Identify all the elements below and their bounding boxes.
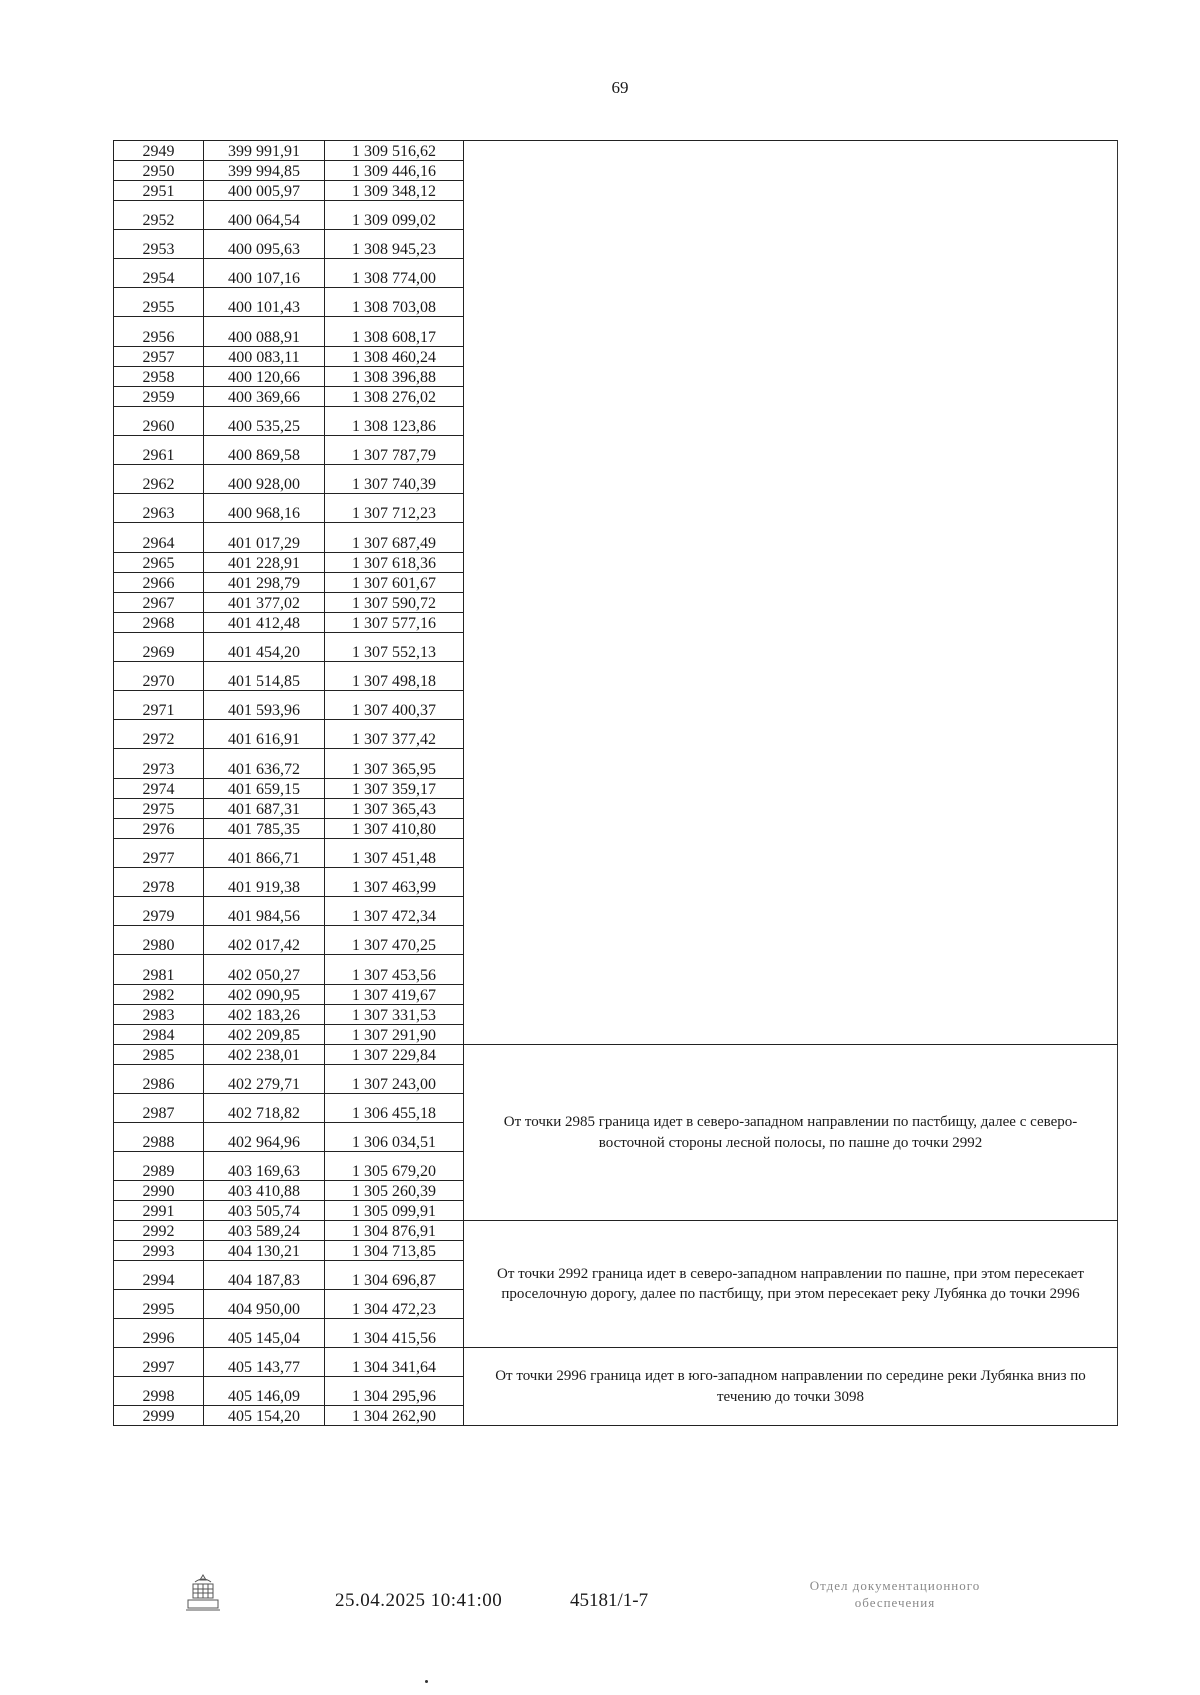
coord-y: 1 305 679,20 [325, 1152, 464, 1181]
coord-x: 400 095,63 [204, 230, 325, 259]
point-number: 2988 [114, 1123, 204, 1152]
point-number: 2970 [114, 662, 204, 691]
coord-y: 1 307 687,49 [325, 523, 464, 553]
coord-y: 1 307 400,37 [325, 691, 464, 720]
coord-y: 1 304 696,87 [325, 1261, 464, 1290]
coord-x: 403 410,88 [204, 1181, 325, 1201]
coord-x: 405 143,77 [204, 1348, 325, 1377]
point-number: 2959 [114, 387, 204, 407]
coord-x: 402 183,26 [204, 1005, 325, 1025]
boundary-description [464, 141, 1118, 1045]
coord-x: 401 616,91 [204, 720, 325, 749]
coord-y: 1 307 451,48 [325, 839, 464, 868]
timestamp: 25.04.2025 10:41:00 [335, 1590, 503, 1611]
point-number: 2954 [114, 259, 204, 288]
coord-x: 402 050,27 [204, 955, 325, 985]
point-number: 2981 [114, 955, 204, 985]
point-number: 2999 [114, 1406, 204, 1426]
point-number: 2977 [114, 839, 204, 868]
stamp-line-1: Отдел документационного [809, 1578, 981, 1593]
coord-y: 1 304 713,85 [325, 1241, 464, 1261]
scan-speck [425, 1680, 428, 1683]
point-number: 2953 [114, 230, 204, 259]
coord-y: 1 304 295,96 [325, 1377, 464, 1406]
point-number: 2996 [114, 1319, 204, 1348]
point-number: 2978 [114, 868, 204, 897]
point-number: 2986 [114, 1065, 204, 1094]
coord-y: 1 307 291,90 [325, 1025, 464, 1045]
point-number: 2976 [114, 819, 204, 839]
point-number: 2961 [114, 436, 204, 465]
point-number: 2998 [114, 1377, 204, 1406]
table-row [114, 1045, 1118, 1065]
document-reference: 45181/1-7 [570, 1590, 649, 1611]
table-row [114, 1221, 1118, 1241]
point-number: 2983 [114, 1005, 204, 1025]
coord-x: 400 005,97 [204, 181, 325, 201]
point-number: 2992 [114, 1221, 204, 1241]
coord-y: 1 307 787,79 [325, 436, 464, 465]
coord-y: 1 307 712,23 [325, 494, 464, 523]
coord-y: 1 308 774,00 [325, 259, 464, 288]
coord-y: 1 308 703,08 [325, 288, 464, 317]
coord-y: 1 304 262,90 [325, 1406, 464, 1426]
point-number: 2989 [114, 1152, 204, 1181]
coord-x: 401 785,35 [204, 819, 325, 839]
point-number: 2962 [114, 465, 204, 494]
coord-x: 404 950,00 [204, 1290, 325, 1319]
point-number: 2990 [114, 1181, 204, 1201]
coord-y: 1 304 876,91 [325, 1221, 464, 1241]
point-number: 2949 [114, 141, 204, 161]
coord-x: 400 535,25 [204, 407, 325, 436]
coord-x: 403 589,24 [204, 1221, 325, 1241]
point-number: 2982 [114, 985, 204, 1005]
coord-x: 403 505,74 [204, 1201, 325, 1221]
coord-x: 402 238,01 [204, 1045, 325, 1065]
coord-x: 400 107,16 [204, 259, 325, 288]
coord-x: 400 064,54 [204, 201, 325, 230]
coord-x: 405 146,09 [204, 1377, 325, 1406]
stamp-line-2: обеспечения [854, 1594, 936, 1610]
department-stamp [745, 1578, 1045, 1612]
point-number: 2956 [114, 317, 204, 347]
coord-y: 1 307 331,53 [325, 1005, 464, 1025]
coord-x: 401 866,71 [204, 839, 325, 868]
coord-y: 1 305 260,39 [325, 1181, 464, 1201]
coord-x: 402 090,95 [204, 985, 325, 1005]
coord-y: 1 307 419,67 [325, 985, 464, 1005]
point-number: 2985 [114, 1045, 204, 1065]
coord-x: 401 636,72 [204, 749, 325, 779]
coord-y: 1 307 463,99 [325, 868, 464, 897]
point-number: 2980 [114, 926, 204, 955]
coord-y: 1 307 229,84 [325, 1045, 464, 1065]
coord-y: 1 308 276,02 [325, 387, 464, 407]
point-number: 2951 [114, 181, 204, 201]
coord-x: 401 298,79 [204, 573, 325, 593]
coord-x: 401 659,15 [204, 779, 325, 799]
coord-x: 403 169,63 [204, 1152, 325, 1181]
emblem-logo [183, 1572, 223, 1614]
point-number: 2994 [114, 1261, 204, 1290]
point-number: 2997 [114, 1348, 204, 1377]
coord-x: 402 279,71 [204, 1065, 325, 1094]
boundary-description: От точки 2992 граница идет в северо-западном направлении по пашне, при этом пересекает проселочную дорогу, далее по пастбищу, при этом пересекает реку Лубянка до точки 2996 [464, 1221, 1118, 1348]
point-number: 2965 [114, 553, 204, 573]
point-number: 2973 [114, 749, 204, 779]
point-number: 2955 [114, 288, 204, 317]
coord-y: 1 308 123,86 [325, 407, 464, 436]
point-number: 2991 [114, 1201, 204, 1221]
point-number: 2987 [114, 1094, 204, 1123]
coord-y: 1 308 460,24 [325, 347, 464, 367]
point-number: 2963 [114, 494, 204, 523]
coord-x: 399 994,85 [204, 161, 325, 181]
coord-x: 402 718,82 [204, 1094, 325, 1123]
coord-x: 401 454,20 [204, 633, 325, 662]
point-number: 2984 [114, 1025, 204, 1045]
coordinates-table [113, 140, 1118, 1426]
coord-x: 400 120,66 [204, 367, 325, 387]
point-number: 2993 [114, 1241, 204, 1261]
coord-x: 400 088,91 [204, 317, 325, 347]
coord-y: 1 304 341,64 [325, 1348, 464, 1377]
coord-x: 400 101,43 [204, 288, 325, 317]
coord-y: 1 306 034,51 [325, 1123, 464, 1152]
coord-y: 1 307 359,17 [325, 779, 464, 799]
coord-y: 1 307 577,16 [325, 613, 464, 633]
coord-x: 401 228,91 [204, 553, 325, 573]
point-number: 2971 [114, 691, 204, 720]
coord-x: 400 928,00 [204, 465, 325, 494]
point-number: 2974 [114, 779, 204, 799]
coord-x: 404 187,83 [204, 1261, 325, 1290]
coord-y: 1 307 601,67 [325, 573, 464, 593]
coord-x: 400 968,16 [204, 494, 325, 523]
coord-x: 401 017,29 [204, 523, 325, 553]
point-number: 2964 [114, 523, 204, 553]
coord-y: 1 308 945,23 [325, 230, 464, 259]
coord-x: 400 369,66 [204, 387, 325, 407]
coord-x: 401 919,38 [204, 868, 325, 897]
boundary-description: От точки 2985 граница идет в северо-западном направлении по пастбищу, далее с северо-восточной стороны лесной полосы, по пашне до точки 2992 [464, 1045, 1118, 1221]
coord-y: 1 307 618,36 [325, 553, 464, 573]
coord-x: 402 017,42 [204, 926, 325, 955]
coord-y: 1 309 516,62 [325, 141, 464, 161]
coord-y: 1 307 472,34 [325, 897, 464, 926]
coord-y: 1 308 608,17 [325, 317, 464, 347]
coord-x: 399 991,91 [204, 141, 325, 161]
coord-x: 401 514,85 [204, 662, 325, 691]
table-row [114, 141, 1118, 161]
table-row [114, 1348, 1118, 1377]
coord-y: 1 307 243,00 [325, 1065, 464, 1094]
point-number: 2975 [114, 799, 204, 819]
coord-y: 1 307 590,72 [325, 593, 464, 613]
point-number: 2960 [114, 407, 204, 436]
coord-x: 401 687,31 [204, 799, 325, 819]
coord-y: 1 306 455,18 [325, 1094, 464, 1123]
point-number: 2958 [114, 367, 204, 387]
boundary-description: От точки 2996 граница идет в юго-западном направлении по середине реки Лубянка вниз по течению до точки 3098 [464, 1348, 1118, 1426]
coord-y: 1 307 498,18 [325, 662, 464, 691]
point-number: 2966 [114, 573, 204, 593]
point-number: 2952 [114, 201, 204, 230]
coord-x: 401 984,56 [204, 897, 325, 926]
coord-y: 1 307 740,39 [325, 465, 464, 494]
point-number: 2957 [114, 347, 204, 367]
coord-x: 400 083,11 [204, 347, 325, 367]
point-number: 2995 [114, 1290, 204, 1319]
coord-y: 1 309 348,12 [325, 181, 464, 201]
coord-y: 1 307 552,13 [325, 633, 464, 662]
coord-y: 1 307 365,95 [325, 749, 464, 779]
coord-x: 402 964,96 [204, 1123, 325, 1152]
coord-x: 401 377,02 [204, 593, 325, 613]
point-number: 2967 [114, 593, 204, 613]
coord-x: 405 145,04 [204, 1319, 325, 1348]
coord-x: 401 412,48 [204, 613, 325, 633]
coord-x: 405 154,20 [204, 1406, 325, 1426]
coord-y: 1 307 377,42 [325, 720, 464, 749]
coord-y: 1 307 410,80 [325, 819, 464, 839]
coord-y: 1 309 099,02 [325, 201, 464, 230]
coord-y: 1 309 446,16 [325, 161, 464, 181]
coord-y: 1 304 472,23 [325, 1290, 464, 1319]
point-number: 2979 [114, 897, 204, 926]
point-number: 2968 [114, 613, 204, 633]
coord-x: 400 869,58 [204, 436, 325, 465]
coord-y: 1 304 415,56 [325, 1319, 464, 1348]
coord-x: 402 209,85 [204, 1025, 325, 1045]
coord-x: 404 130,21 [204, 1241, 325, 1261]
coord-y: 1 305 099,91 [325, 1201, 464, 1221]
coord-y: 1 307 365,43 [325, 799, 464, 819]
coord-y: 1 307 470,25 [325, 926, 464, 955]
page-number: 69 [611, 78, 629, 97]
point-number: 2950 [114, 161, 204, 181]
coord-y: 1 308 396,88 [325, 367, 464, 387]
point-number: 2969 [114, 633, 204, 662]
point-number: 2972 [114, 720, 204, 749]
coord-x: 401 593,96 [204, 691, 325, 720]
coord-y: 1 307 453,56 [325, 955, 464, 985]
